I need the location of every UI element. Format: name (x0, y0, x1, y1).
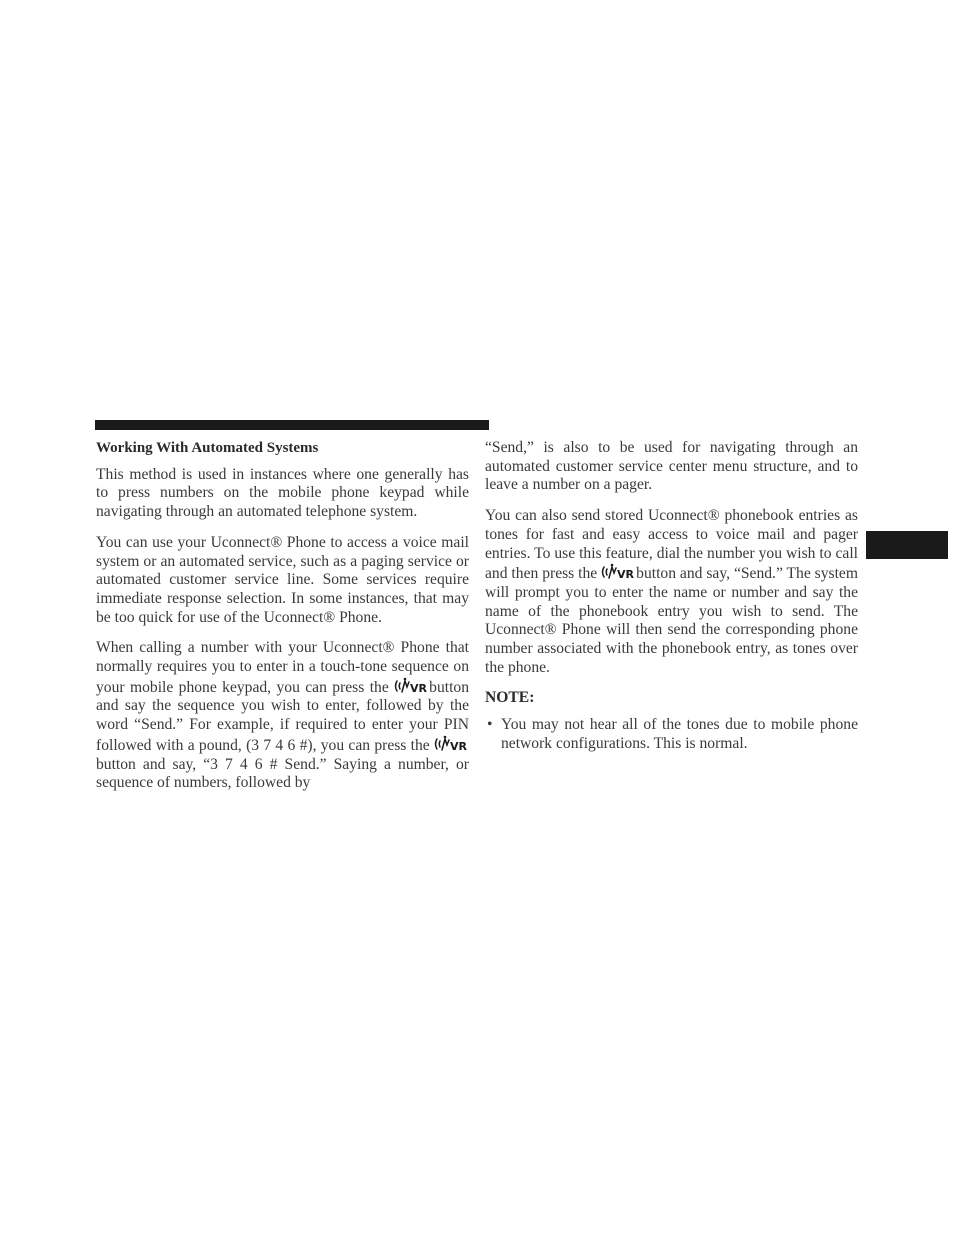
note-list (485, 716, 858, 753)
list-item (485, 716, 858, 753)
text-span: When calling a number with your Uconnect® Phone that normally requires you to enter in a touch-tone sequence on your mobile phone keypad, you can press the (96, 639, 469, 696)
paragraph-send-usage: “Send,” is also to be used for navigating through an automated customer service center menu structure, and to leave a number on a pager. (485, 439, 858, 494)
paragraph-voice-mail: You can use your Uconnect® Phone to access a voice mail system or an automated service, such as a paging service or automated customer service line. Some services require immediate response selection. In some instances, that may be too quick for use of the Uconnect® Phone. (96, 533, 469, 626)
voice-recognition-icon (601, 563, 636, 581)
chapter-side-tab (866, 531, 948, 559)
note-label: NOTE: (485, 689, 535, 707)
vr-label: VR (617, 568, 635, 582)
text-span: button and say the sequence you wish to enter, followed by the word “Send.” For example, if required to enter your PIN followed with a pound, (3 7 4 6 #), you can press the (96, 678, 469, 754)
paragraph-touch-tone (96, 639, 469, 793)
section-heading: Working With Automated Systems (96, 440, 319, 456)
list-item-text: You may not hear all of the tones due to mobile phone network configurations. This is normal. (501, 716, 858, 752)
voice-recognition-icon (394, 677, 429, 695)
paragraph-intro: This method is used in instances where one generally has to press numbers on the mobile phone keypad while navigating through an automated telephone system. (96, 465, 469, 521)
text-span: You can also send stored Uconnect® phonebook entries as tones for fast and easy access to voice mail and pager entries. To use this feature, dial the number you wish to call and then press the (485, 507, 858, 583)
section-top-rule (95, 420, 489, 430)
voice-recognition-icon (434, 735, 469, 753)
vr-label: VR (450, 739, 467, 753)
bullet-mark: • (487, 716, 493, 734)
text-span: button and say, “3 7 4 6 # Send.” Saying a number, or sequence of numbers, followed by (96, 755, 469, 792)
text-span: button and say, “Send.” The system will prompt you to enter the name or number and say the name of the phonebook entry you wish to send. The Uconnect® Phone will then send the corresponding phone number associated with the phonebook entry, as tones over the phone. (485, 565, 858, 676)
right-column (485, 439, 858, 754)
left-column (96, 439, 469, 805)
paragraph-phonebook-tones (485, 507, 858, 677)
vr-label: VR (410, 681, 428, 695)
